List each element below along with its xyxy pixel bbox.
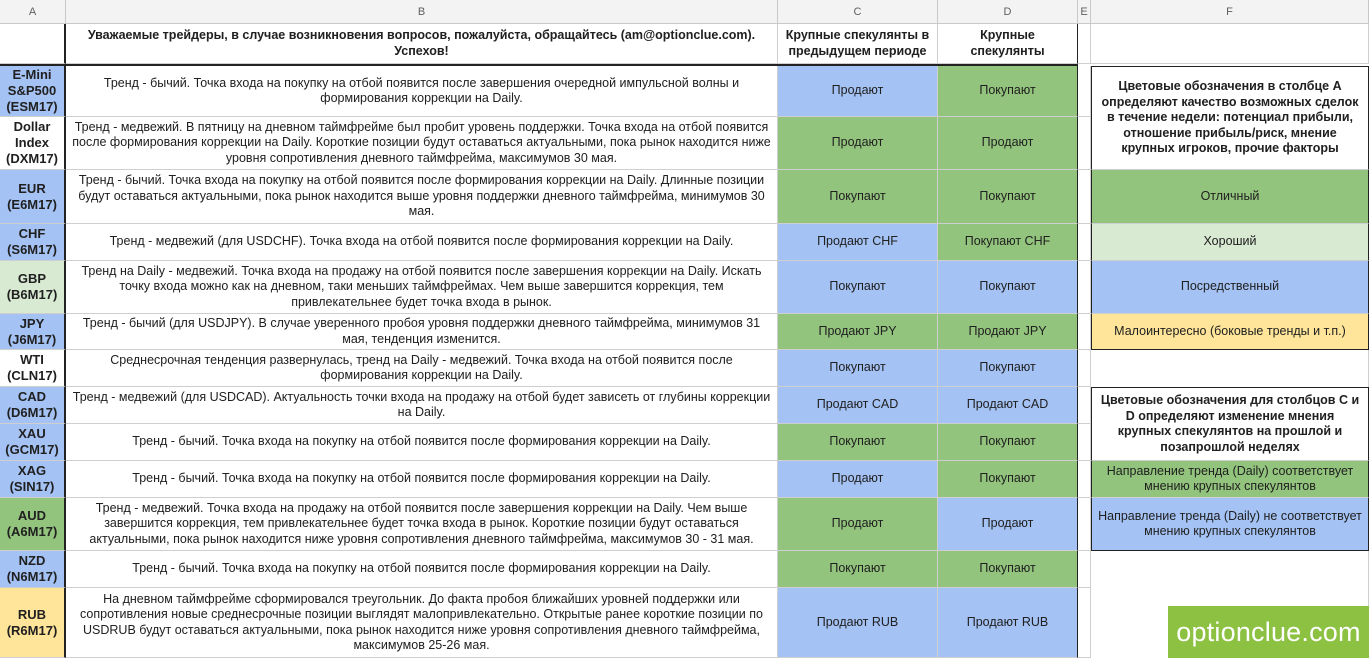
analysis-cell[interactable]: Тренд - бычий. Точка входа на покупку на отбой появится после завершения очередной импульсной волны и формирования коррекции на Daily.	[66, 66, 778, 117]
speculators-cell[interactable]: Продают	[938, 498, 1078, 551]
header-prev-speculators[interactable]: Крупные спекулянты в предыдущем периоде	[778, 24, 938, 64]
spacer-cell[interactable]	[1078, 261, 1091, 314]
prev-speculators-cell[interactable]: Продают CAD	[778, 387, 938, 424]
ticker-cell[interactable]: CAD (D6M17)	[0, 387, 66, 424]
analysis-cell[interactable]: Тренд - бычий. Точка входа на покупку на отбой появится после формирования коррекции на Daily.	[66, 424, 778, 461]
analysis-cell[interactable]: Тренд - бычий. Точка входа на покупку на отбой появится после формирования коррекции на Daily.	[66, 461, 778, 498]
speculators-cell[interactable]: Продают CAD	[938, 387, 1078, 424]
spacer-cell[interactable]	[1078, 314, 1091, 350]
prev-speculators-cell[interactable]: Продают	[778, 461, 938, 498]
legend-mismatch[interactable]: Направление тренда (Daily) не соответствует мнению крупных спекулянтов	[1091, 498, 1369, 551]
prev-speculators-cell[interactable]: Продают	[778, 66, 938, 117]
ticker-cell[interactable]: GBP (B6M17)	[0, 261, 66, 314]
prev-speculators-cell[interactable]: Продают RUB	[778, 588, 938, 658]
ticker-cell[interactable]: AUD (A6M17)	[0, 498, 66, 551]
legend-mediocre[interactable]: Посредственный	[1091, 261, 1369, 314]
prev-speculators-cell[interactable]: Продают JPY	[778, 314, 938, 350]
col-header-a[interactable]: A	[0, 0, 66, 24]
header-note[interactable]: Уважаемые трейдеры, в случае возникновения вопросов, пожалуйста, обращайтесь (am@optionclue.com). Успехов!	[66, 24, 778, 64]
speculators-cell[interactable]: Покупают	[938, 461, 1078, 498]
col-header-f[interactable]: F	[1091, 0, 1369, 24]
legend-spacer[interactable]	[1091, 350, 1369, 387]
prev-speculators-cell[interactable]: Покупают	[778, 350, 938, 387]
ticker-cell[interactable]: RUB (R6M17)	[0, 588, 66, 658]
speculators-cell[interactable]: Покупают CHF	[938, 224, 1078, 261]
legend-good[interactable]: Хороший	[1091, 224, 1369, 261]
spacer-cell[interactable]	[1078, 224, 1091, 261]
legend-excellent[interactable]: Отличный	[1091, 170, 1369, 224]
legend-a-title[interactable]: Цветовые обозначения в столбце А определяют качество возможных сделок в течение недели: потенциал прибыли, отношение прибыль/риск, мнение крупных игроков, прочие факторы	[1091, 66, 1369, 170]
col-header-e[interactable]: E	[1078, 0, 1091, 24]
legend-uninteresting[interactable]: Малоинтересно (боковые тренды и т.п.)	[1091, 314, 1369, 350]
speculators-cell[interactable]: Покупают	[938, 350, 1078, 387]
header-cell-a[interactable]	[0, 24, 66, 64]
ticker-cell[interactable]: JPY (J6M17)	[0, 314, 66, 350]
analysis-cell[interactable]: Тренд - медвежий. В пятницу на дневном таймфрейме был пробит уровень поддержки. Точка входа на отбой появится после формирования коррекции на Daily. Короткие позиции будут оставаться актуальными, пока рынок находится ниже уровня сопротивления дневного таймфрейма, максимумов 30 мая.	[66, 117, 778, 170]
speculators-cell[interactable]: Покупают	[938, 261, 1078, 314]
analysis-cell[interactable]: Тренд на Daily - медвежий. Точка входа на продажу на отбой появится после завершения коррекции на Daily. Искать точку входа можно как на дневном, таки меньших таймфреймах. Чем выше завершится коррекция, тем привлекательнее будет точка входа в рынок.	[66, 261, 778, 314]
spacer-cell[interactable]	[1078, 424, 1091, 461]
ticker-cell[interactable]: CHF (S6M17)	[0, 224, 66, 261]
ticker-cell[interactable]: XAG (SIN17)	[0, 461, 66, 498]
optionclue-logo: optionclue.com	[1168, 606, 1369, 658]
spacer-cell[interactable]	[1078, 350, 1091, 387]
prev-speculators-cell[interactable]: Покупают	[778, 424, 938, 461]
legend-blank-1[interactable]	[1091, 551, 1369, 588]
legend-match[interactable]: Направление тренда (Daily) соответствует мнению крупных спекулянтов	[1091, 461, 1369, 498]
speculators-cell[interactable]: Продают RUB	[938, 588, 1078, 658]
header-cell-f[interactable]	[1091, 24, 1369, 64]
header-cell-e[interactable]	[1078, 24, 1091, 64]
prev-speculators-cell[interactable]: Покупают	[778, 261, 938, 314]
ticker-cell[interactable]: EUR (E6M17)	[0, 170, 66, 224]
spacer-cell[interactable]	[1078, 461, 1091, 498]
analysis-cell[interactable]: Тренд - медвежий (для USDCHF). Точка входа на отбой появится после формирования коррекции на Daily.	[66, 224, 778, 261]
speculators-cell[interactable]: Продают	[938, 117, 1078, 170]
speculators-cell[interactable]: Покупают	[938, 170, 1078, 224]
spacer-cell[interactable]	[1078, 498, 1091, 551]
analysis-cell[interactable]: Тренд - бычий. Точка входа на покупку на отбой появится после формирования коррекции на Daily.	[66, 551, 778, 588]
speculators-cell[interactable]: Продают JPY	[938, 314, 1078, 350]
spacer-cell[interactable]	[1078, 170, 1091, 224]
legend-cd-title[interactable]: Цветовые обозначения для столбцов C и D определяют изменение мнения крупных спекулянтов на прошлой и позапрошлой неделях	[1091, 387, 1369, 461]
ticker-cell[interactable]: WTI (CLN17)	[0, 350, 66, 387]
ticker-cell[interactable]: XAU (GCM17)	[0, 424, 66, 461]
analysis-cell[interactable]: Тренд - бычий (для USDJPY). В случае уверенного пробоя уровня поддержки дневного таймфрейма, минимумов 31 мая, тенденция изменится.	[66, 314, 778, 350]
prev-speculators-cell[interactable]: Продают CHF	[778, 224, 938, 261]
prev-speculators-cell[interactable]: Продают	[778, 498, 938, 551]
prev-speculators-cell[interactable]: Покупают	[778, 170, 938, 224]
speculators-cell[interactable]: Покупают	[938, 424, 1078, 461]
col-header-d[interactable]: D	[938, 0, 1078, 24]
analysis-cell[interactable]: Тренд - медвежий. Точка входа на продажу на отбой появится после завершения коррекции на Daily. Чем выше завершится коррекция, тем привлекательнее будет точка входа в рынок. Короткие позиции будут оставаться актуальными, пока рынок находится ниже уровня сопротивления дневного таймфрейма, максимумов 30 - 31 мая.	[66, 498, 778, 551]
ticker-cell[interactable]: NZD (N6M17)	[0, 551, 66, 588]
header-separator	[0, 64, 1078, 66]
ticker-cell[interactable]: Dollar Index (DXM17)	[0, 117, 66, 170]
prev-speculators-cell[interactable]: Покупают	[778, 551, 938, 588]
spacer-cell[interactable]	[1078, 551, 1091, 588]
analysis-cell[interactable]: Тренд - бычий. Точка входа на покупку на отбой появится после формирования коррекции на Daily. Длинные позиции будут оставаться актуальными, пока рынок находится выше уровня поддержки дневного таймфрейма, минимумов 30 мая.	[66, 170, 778, 224]
spacer-cell[interactable]	[1078, 66, 1091, 117]
ticker-cell[interactable]: E-Mini S&P500 (ESM17)	[0, 66, 66, 117]
col-header-b[interactable]: B	[66, 0, 778, 24]
analysis-cell[interactable]: На дневном таймфрейме сформировался треугольник. До факта пробоя ближайших уровней поддержки или сопротивления новые среднесрочные позиции выглядят малопривлекательно. Открытые ранее короткие позиции по USDRUB будут оставаться актуальными, пока рынок находится ниже уровня сопротивления дневного таймфрейма, максимумов 25-26 мая.	[66, 588, 778, 658]
spacer-cell[interactable]	[1078, 117, 1091, 170]
speculators-cell[interactable]: Покупают	[938, 551, 1078, 588]
header-speculators[interactable]: Крупные спекулянты	[938, 24, 1078, 64]
analysis-cell[interactable]: Тренд - медвежий (для USDCAD). Актуальность точки входа на продажу на отбой будет зависеть от глубины коррекции на Daily.	[66, 387, 778, 424]
spacer-cell[interactable]	[1078, 588, 1091, 658]
analysis-cell[interactable]: Среднесрочная тенденция развернулась, тренд на Daily - медвежий. Точка входа на отбой появится после формирования коррекции на Daily.	[66, 350, 778, 387]
speculators-cell[interactable]: Покупают	[938, 66, 1078, 117]
col-header-c[interactable]: C	[778, 0, 938, 24]
prev-speculators-cell[interactable]: Продают	[778, 117, 938, 170]
spacer-cell[interactable]	[1078, 387, 1091, 424]
